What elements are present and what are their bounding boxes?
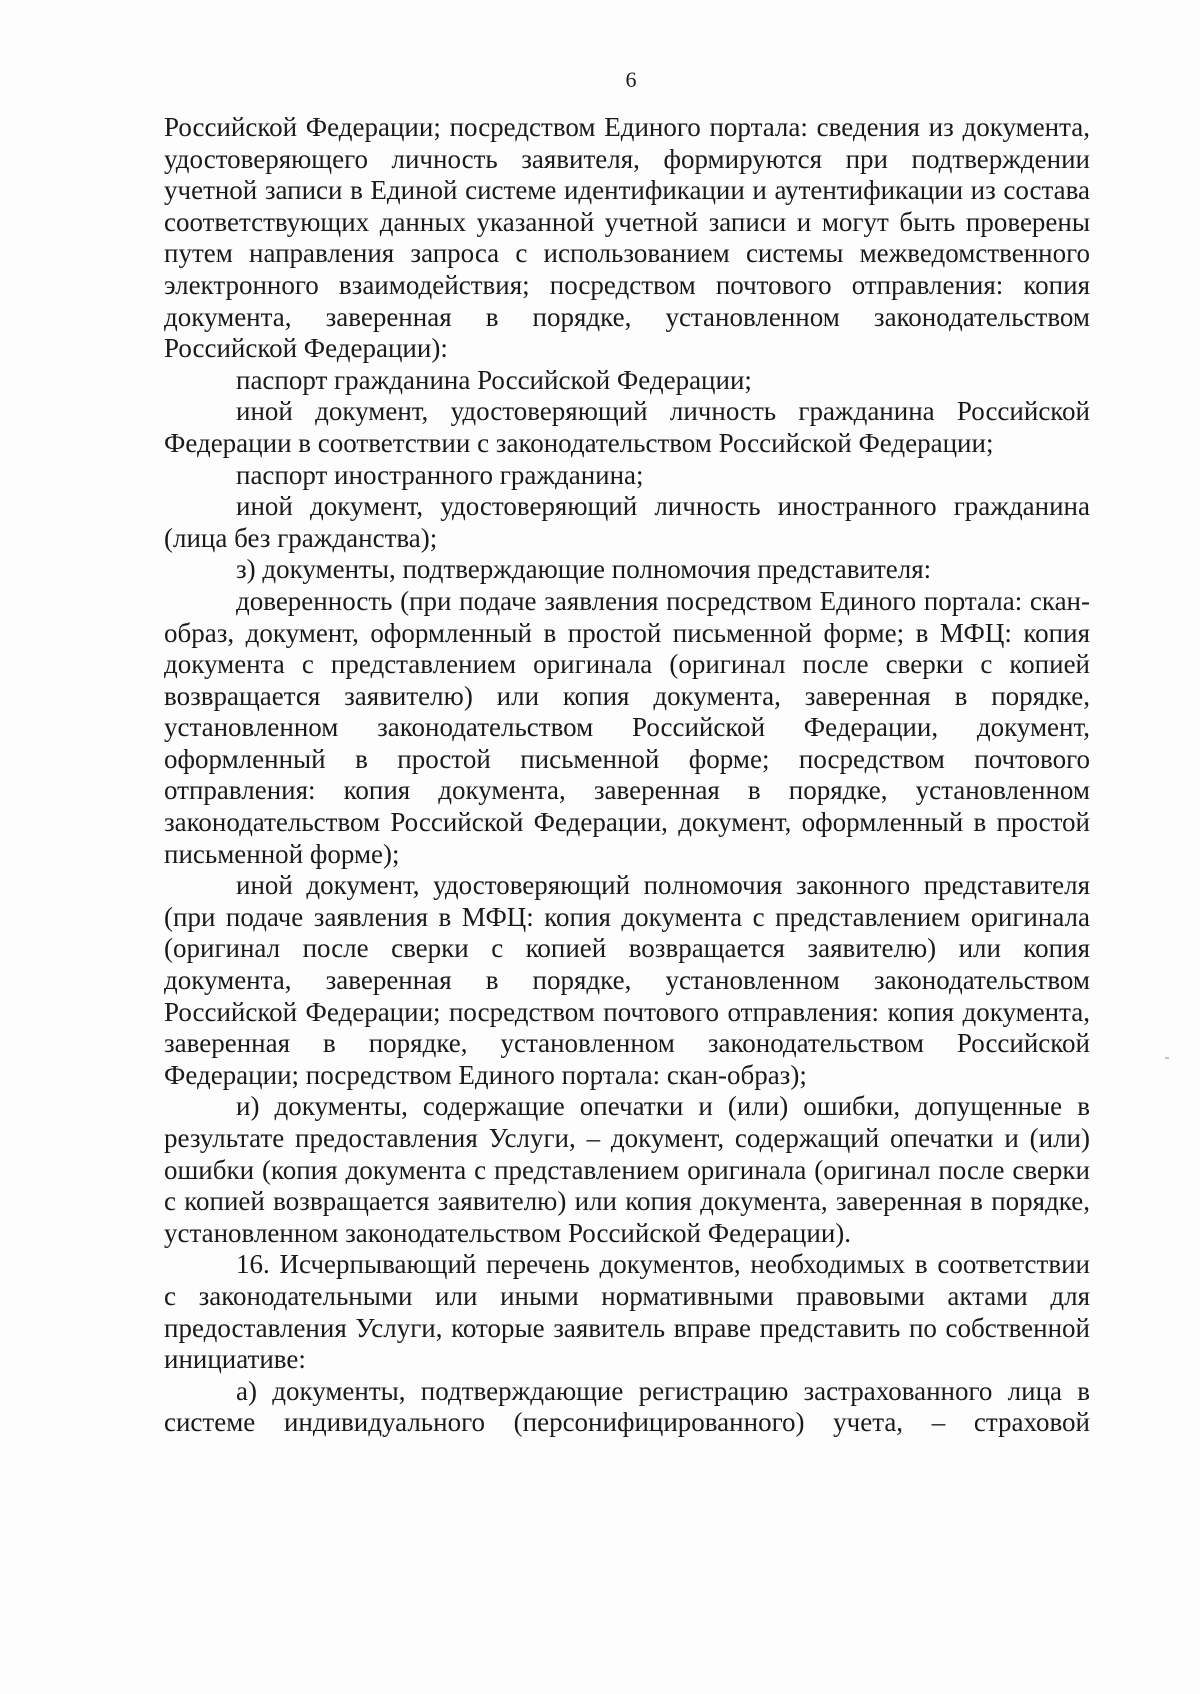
page-number: 6	[625, 67, 637, 92]
paragraph-foreign-passport: паспорт иностранного гражданина;	[236, 459, 644, 490]
scan-speck	[1165, 1057, 1169, 1059]
paragraph-other-citizen-id: иной документ, удостоверяющий личность гражданина Российской Федерации в соответствии с законодательством Российской Федерации;	[164, 396, 1090, 458]
paragraph-russian-passport: паспорт гражданина Российской Федерации;	[236, 364, 752, 395]
paragraph-power-of-attorney: доверенность (при подаче заявления посредством Единого портала: скан-образ, документ, оформленный в простой письменной форме; в МФЦ: копия документа с представлением оригинала (оригинал после сверки с копией возвращается заявителю) или копия документа, заверенная в порядке, установленном законодательством Российской Федерации, документ, оформленный в простой письменной форме; посредством почтового отправления: копия документа, заверенная в порядке, установленном законодательством Российской Федерации, документ, оформленный в простой письменной форме);	[164, 585, 1090, 869]
paragraph-other-foreigner-id: иной документ, удостоверяющий личность иностранного гражданина (лица без гражданства);	[164, 491, 1090, 553]
paragraph-identity-sources: Российской Федерации; посредством Единого портала: сведения из документа, удостоверяющего личность заявителя, формируются при подтверждении учетной записи в Единой системе идентификации и аутентификации из состава соответствующих данных указанной учетной записи и могут быть проверены путем направления запроса с использованием системы межведомственного электронного взаимодействия; посредством почтового отправления: копия документа, заверенная в порядке, установленном законодательством Российской Федерации):	[164, 112, 1090, 364]
paragraph-legal-representative: иной документ, удостоверяющий полномочия законного представителя (при подаче заявления в МФЦ: копия документа с представлением оригинала (оригинал после сверки с копией возвращается заявителю) или копия документа, заверенная в порядке, установленном законодательством Российской Федерации; посредством почтового отправления: копия документа, заверенная в порядке, установленном законодательством Российской Федерации; посредством Единого портала: скан-образ);	[164, 870, 1090, 1090]
paragraph-item-a-registration: а) документы, подтверждающие регистрацию застрахованного лица в системе индивидуального (персонифицированного) учета, – страховой	[164, 1375, 1090, 1438]
document-body	[164, 112, 1090, 1439]
paragraph-item-i-errors: и) документы, содержащие опечатки и (или) ошибки, допущенные в результате предоставления Услуги, – документ, содержащий опечатки и (или) ошибки (копия документа с представлением оригинала (оригинал после сверки с копией возвращается заявителю) или копия документа, заверенная в порядке, установленном законодательством Российской Федерации).	[164, 1091, 1090, 1248]
paragraph-item-z-representative: з) документы, подтверждающие полномочия представителя:	[236, 554, 932, 585]
paragraph-section-16: 16. Исчерпывающий перечень документов, необходимых в соответствии с законодательными или иными нормативными правовыми актами для предоставления Услуги, которые заявитель вправе представить по собственной инициативе:	[164, 1249, 1090, 1375]
